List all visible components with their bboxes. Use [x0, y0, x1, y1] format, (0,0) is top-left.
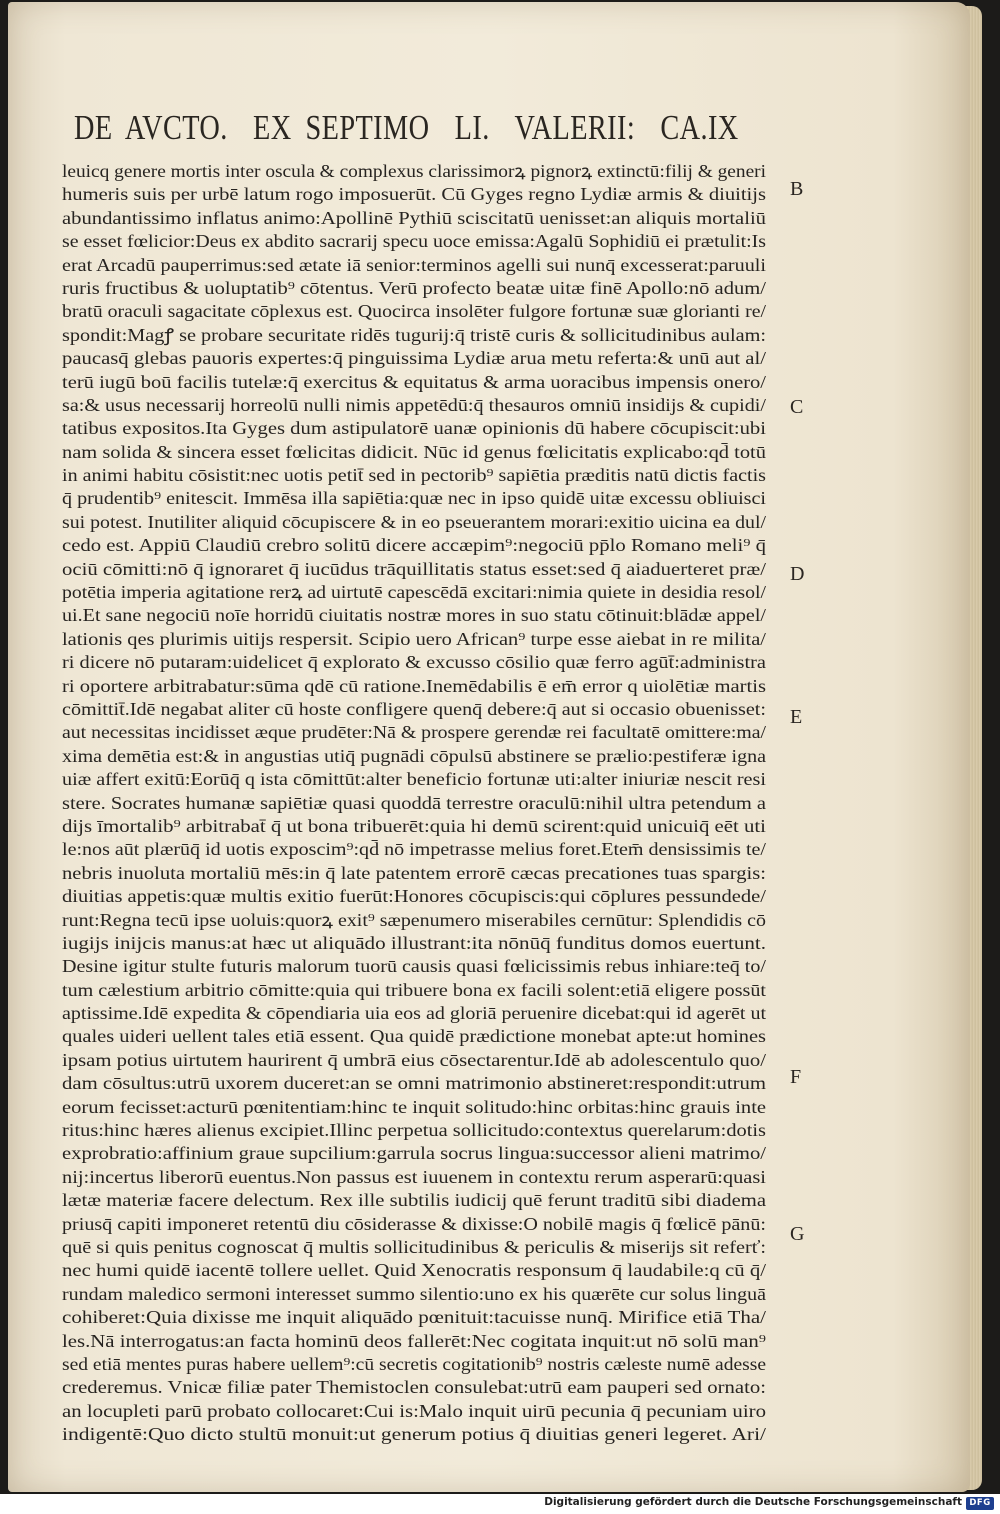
text-line: sui potest. Inutiliter aliquid cōcupiscere & in eo pseuerantem morari:exitio uicina ea dul/ — [62, 511, 766, 532]
text-line: nij:incertus liberorū euentus.Non passus est iuuenem in contextu rerum asperarū:quasi — [62, 1166, 766, 1187]
text-line: rundam maledico sermoni interesset summo silentio:uno ex his quærēte cur solus linguā — [62, 1283, 766, 1304]
text-line: lationis qes plurimis uitijs respersit. Scipio uero African⁹ turpe esse aiebat in re milita/ — [62, 628, 766, 649]
text-line: q̄ prudentib⁹ enitescit. Immēsa illa sapiētia:quæ nec in ipso quidē uitæ excessu obliuisci — [62, 488, 767, 509]
text-line: humeris suis per urbē latum rogo imposuerūt. Cū Gyges regno Lydiæ armis & diuitijs — [62, 184, 766, 205]
text-line: diuitias appetis:quæ multis exitio fuerūt:Honores cōcupiscis:qui cōplures pessundede/ — [62, 886, 766, 907]
running-head — [74, 108, 750, 148]
running-head-part: VALERII: — [514, 108, 636, 147]
margin-letter-g: G — [790, 1223, 805, 1245]
text-line: dijs īmortalib⁹ arbitrabat̄ q̄ ut bona tribuerēt:quia hi demū scirent:quid unicuiq̄ eēt uti — [62, 815, 766, 836]
text-line: iugijs inijcis manus:at hæc ut aliquādo illustrant:ita nōnūq̄ funditus domos euertunt. — [62, 932, 767, 953]
text-line: indigentē:Quo dicto stultū monuit:ut generum potius q̄ diuitias generi legeret. Ari/ — [62, 1424, 767, 1445]
running-head-part: CA.IX — [660, 108, 739, 147]
text-line: an locupleti parū probato collocaret:Cui is:Malo inquit uirū pecunia q̄ pecuniam uiro — [62, 1400, 766, 1421]
text-line: ritus:hinc hæres alienus excipiet.Illinc perpetua sollicitudo:contextus querelarum:dotis — [62, 1120, 767, 1141]
text-line: potētia imperia agitatione rerꝝ ad uirtutē capescēdā excitari:nimia quiete in desidia resol/ — [62, 582, 767, 603]
text-line: sed etiā mentes puras habere uellem⁹:cū secretis cogitationib⁹ nostris cæleste numē adesse — [62, 1353, 767, 1374]
text-line: stere. Socrates humanæ sapiētiæ quasi quoddā terrestre oraculū:nihil ultra petendum a — [62, 792, 767, 813]
text-line: paucasq̄ glebas pauoris expertes:q̄ pinguissima Lydiæ arua metu referta:& unū aut al/ — [62, 348, 766, 369]
footer-credit: Digitalisierung gefördert durch die Deutsche Forschungsgemeinschaft — [544, 1496, 962, 1508]
text-line: priusq̄ capiti imponeret retentū diu cōsiderasse & dixisse:O nobilē magis q̄ fœlicē pānū: — [62, 1213, 766, 1234]
text-line: Desine igitur stulte futuris malorum tuorū causis quasi fœlicissimis rebus inhiare:teq̄ to/ — [62, 956, 766, 977]
text-line: abundantissimo inflatus animo:Apollinē Pythiū sciscitatū uenisset:an aliquis mortaliū — [62, 207, 766, 228]
digitization-footer — [0, 1494, 1000, 1514]
running-head-part: LI. — [454, 108, 490, 147]
running-head-part: EX SEPTIMO — [253, 108, 430, 147]
text-line: bratū oraculi sagacitate cōplexus est. Quocirca insolēter fulgore fortunæ suæ glorianti re/ — [62, 301, 767, 322]
text-line: aptissime.Idē expedita & cōpendiaria uia eos ad gloriā peruenire dicebat:qui id agerēt ut — [62, 1003, 767, 1024]
margin-letter-e: E — [790, 706, 803, 728]
text-line: nam solida & sincera esset fœlicitas didicit. Nūc id genus fœlicitatis explicabo:qd̄ totū — [62, 441, 766, 462]
text-line: eorum fecisset:acturū pœnitentiam:hinc te inquit solitudo:hinc orbitas:hinc grauis inte — [62, 1096, 767, 1117]
text-line: ipsam potius uirtutem haurirent q̄ umbrā eius cōsectarentur.Idē ab adolescentulo quo/ — [62, 1049, 766, 1070]
text-line: ociū cōmitti:nō q̄ ignoraret q̄ iucūdus trāquillitatis status esset:sed q̄ aiaduerteret præ/ — [62, 558, 766, 579]
margin-letter-b: B — [790, 178, 804, 200]
text-line: cohiberet:Quia dixisse me inquit aliquādo pœnituit:tacuisse nunq̄. Mirifice etiā Tha/ — [62, 1307, 767, 1328]
text-line: runt:Regna tecū ipse uoluis:quorꝝ exit⁹ sæpenumero miserabiles cernūtur: Splendidis cō — [62, 909, 766, 930]
text-line: les.Nā interrogatus:an facta hominū deos fallerēt:Nec cogitata inquit:ut nō solū man⁹ — [62, 1330, 766, 1351]
text-line: crederemus. Vnicæ filiæ pater Themistoclen consulebat:utrū eam pauperi sed ornato: — [62, 1377, 766, 1398]
text-line: nebris inuoluta mortaliū mēs:in q̄ late patentem errorē cæcas precationes tuas spargis: — [62, 862, 766, 883]
text-line: dam cōsultus:utrū uxorem duceret:an se omni matrimonio abstineret:respondit:utrum — [62, 1073, 766, 1094]
text-line: terū iugū boū facilis tutelæ:q̄ exercitus & equitatus & arma uoracibus impensis onero/ — [62, 371, 767, 392]
body-text — [62, 160, 766, 1446]
margin-letter-c: C — [790, 396, 804, 418]
text-line: se esset fœlicior:Deus ex abdito sacrarij specu uoce emissa:Agalū Sophidiū ei prætulit:Is — [62, 231, 766, 252]
text-line: quales uideri uellent tales etiā essent. Qua quidē prædictione monebat apte:ut homines — [62, 1026, 766, 1047]
text-line: tum cælestium arbitrio cōmitte:quia qui tribuere bona ex facili solent:etiā eligere possūt — [62, 979, 767, 1000]
text-line: in animi habitu cōsistit:nec uotis petit̄ sed in pectorib⁹ sapiētia præditis natū dictis factis — [62, 465, 766, 486]
text-line: sa:& usus necessarij horreolū nulli nimis appetēdū:q̄ thesauros omniū insidijs & cupidi/ — [62, 394, 766, 415]
text-line: aut necessitas incidisset æque prudēter:Nā & prospere gerendæ rei facultatē omittere:ma/ — [62, 722, 767, 743]
margin-letter-f: F — [790, 1066, 802, 1088]
text-line: leuicq genere mortis inter oscula & complexus clarissimorꝝ pignorꝝ extinctū:filij & generi — [62, 161, 767, 181]
text-line: ri oportere arbitrabatur:sūma qdē cū ratione.Inemēdabilis ē em̄ error q uiolētiæ martis — [62, 675, 766, 696]
text-line: cōmittit̄.Idē negabat aliter cū hoste confligere quenq̄ debere:q̄ aut si occasio obuenisset: — [62, 698, 766, 719]
margin-letter-d: D — [790, 563, 805, 585]
text-line: exprobratio:affinium graue supcilium:garrula socrus lingua:successor alieni matrimo/ — [62, 1143, 767, 1164]
text-line: nec humi quidē iacentē tollere uellet. Quid Xenocratis responsum q̄ laudabile:q cū q̄/ — [62, 1260, 766, 1281]
text-line: quē si quis penitus cognoscat q̄ multis sollicitudinibus & periculis & miserijs sit referť: — [62, 1236, 767, 1257]
text-line: xima demētia est:& in angustias utiq̄ pugnādi cōpulsū abstinere se prælio:pestiferæ igna — [62, 745, 767, 766]
text-line: spondit:Magꝭ se probare securitate ridēs tugurij:q̄ tristē curis & sollicitudinibus aulam: — [62, 324, 766, 345]
text-line: ui.Et sane negociū noīe horridū ciuitatis nostræ mores in suo statu cōtinuit:blādæ appel/ — [62, 605, 767, 626]
text-line: cedo est. Appiū Claudiū crebro solitū dicere accæpim⁹:negociū pp̄lo Romano meli⁹ q̄ — [62, 535, 766, 556]
text-line: ruris fructibus & uoluptatib⁹ cōtentus. Verū profecto beatæ uitæ finē Apollo:nō adum/ — [62, 277, 766, 298]
text-line: erat Arcadū pauperrimus:sed ætate iā senior:terminos agelli sui nunq̄ excesserat:paruuli — [62, 254, 767, 275]
text-line: le:nos aūt plærūq̄ id uotis exposcim⁹:qd̄ nō impetrasse melius foret.Etem̄ densissimis te/ — [62, 839, 767, 860]
running-head-part: DE AVCTO. — [74, 108, 228, 147]
text-line: ri dicere nō putaram:uidelicet q̄ explorato & excusso cōsilio quæ ferro agūt̄:administra — [62, 652, 766, 673]
text-line: tatibus expositos.Ita Gyges dum astipulatorē uanæ opinionis dū habere cōcupiscit:ubi — [62, 418, 766, 439]
text-line: lætæ materiæ facere delectum. Rex ille subtilis iudicij quē ferunt traditū sibi diadema — [62, 1190, 767, 1211]
dfg-logo: DFG — [966, 1497, 994, 1510]
text-line: uiæ affert exitū:Eorūq̄ q ista cōmittūt:alter beneficio fortunæ uti:alter iniuriæ nescit resi — [62, 769, 766, 790]
